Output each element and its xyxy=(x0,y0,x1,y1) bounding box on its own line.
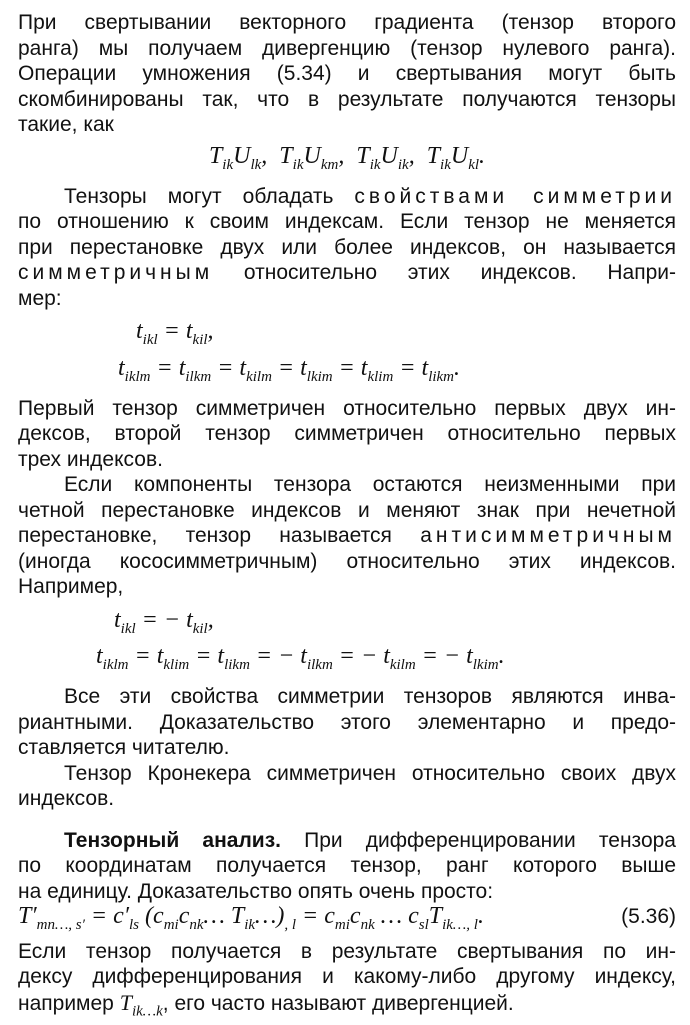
formula-text: $T'_{mn\dots, s'} = c'_{ls}$ ($c_{mi}c_{nk}\dots$ $T_{ik}\dots)_{, l} = c_{mi}c_{nk}$ … $c_{sl}T_{ik\dots, l}$. xyxy=(18,903,484,934)
text-line: (иногда кососимметричным) относительно этих индексов. xyxy=(18,549,676,573)
formula-products xyxy=(18,144,676,178)
text-line: перестановке, тензор называется антисимметричным xyxy=(18,524,676,548)
formula-derivative xyxy=(18,904,676,938)
paragraph-divergence xyxy=(18,939,676,1025)
text-line: трех индексов. xyxy=(18,447,163,471)
text-line: симметричным относительно этих индексов. Напри- xyxy=(18,261,676,285)
text-line: Тензорный анализ. При дифференцировании тензора xyxy=(64,828,676,852)
paragraph-first-tensor xyxy=(18,396,676,473)
section-gap xyxy=(18,812,676,828)
text-line: Первый тензор симметричен относительно первых двух ин- xyxy=(18,396,676,420)
section-heading: Тензорный анализ. xyxy=(64,828,281,852)
paragraph-invariance xyxy=(18,684,676,761)
text-line: индексов. xyxy=(18,787,115,811)
text-line: Тензор Кронекера симметричен относительно своих двух xyxy=(64,761,676,785)
text-line: Все эти свойства симметрии тензоров являются инва- xyxy=(64,685,676,709)
text-line: Если тензор получается в результате свертывания по ин- xyxy=(18,939,676,963)
formula-text: $T_{ik}U_{lk}$, $T_{ik}U_{km}$, $T_{ik}U_{ik}$, $T_{ik}U_{kl}$. xyxy=(208,142,486,173)
formula-antisymmetric-2: $t_{iklm} = t_{klim} = t_{likm}$ = − $t_{ilkm}$ = − $t_{kilm}$ = − $t_{lkim}$. xyxy=(96,643,505,673)
text-line: Тензоры могут обладать свойствами симметрии xyxy=(64,184,676,208)
text-line: по координатам получается тензор, ранг которого выше xyxy=(18,854,676,878)
text-line: такие, как xyxy=(18,113,114,136)
emphasized-term: свойствами симметрии xyxy=(354,184,676,208)
text-line: ранга) мы получаем дивергенцию (тензор нулевого ранга). xyxy=(18,36,676,60)
text-line: например $T_{ik\dots k}$, его часто называют дивергенцией. xyxy=(18,989,514,1020)
text-line: риантными. Доказательство этого элементарно и предо- xyxy=(18,710,676,734)
text-line: скомбинированы так, что в результате получаются тензоры xyxy=(18,87,676,111)
paragraph-contraction xyxy=(18,10,676,138)
text-line: на единицу. Доказательство опять очень просто: xyxy=(18,879,494,903)
text-line: При свертывании векторного градиента (тензор второго xyxy=(18,11,676,34)
text-line: при перестановке двух или более индексов, он называется xyxy=(18,235,676,259)
text-line: мер: xyxy=(18,286,62,310)
emphasized-term: антисимметричным xyxy=(420,524,676,548)
text-line: дексов, второй тензор симметричен относительно первых xyxy=(18,422,676,446)
inline-formula: $T_{ik\dots k}$ xyxy=(119,989,163,1020)
text-line: Например, xyxy=(18,575,124,599)
formula-symmetric-1: $t_{ikl} = t_{kil}$, xyxy=(136,318,214,349)
paragraph-kronecker xyxy=(18,761,676,812)
formula-symmetric-2: $t_{iklm} = t_{ilkm} = t_{kilm} = t_{lkim} = t_{klim} = t_{likm}$. xyxy=(118,354,461,385)
text-line: четной перестановке индексов и меняют знак при нечетной xyxy=(18,498,676,522)
text-line: дексу дифференцирования и какому-либо другому индексу, xyxy=(18,965,676,989)
text-line: ставляется читателю. xyxy=(18,736,230,760)
formula-antisymmetric-1: $t_{ikl}$ = − $t_{kil}$, xyxy=(114,606,214,637)
equation-number: (5.36) xyxy=(621,905,676,929)
emphasized-term: симметричным xyxy=(18,261,214,285)
text-line: по отношению к своим индексам. Если тензор не меняется xyxy=(18,210,676,234)
paragraph-antisymmetry xyxy=(18,472,676,600)
paragraph-tensor-analysis xyxy=(18,828,676,905)
text-line: Операции умножения (5.34) и свертывания могут быть xyxy=(18,62,676,85)
text-line: Если компоненты тензора остаются неизменными при xyxy=(64,473,676,497)
paragraph-symmetry xyxy=(18,184,676,312)
